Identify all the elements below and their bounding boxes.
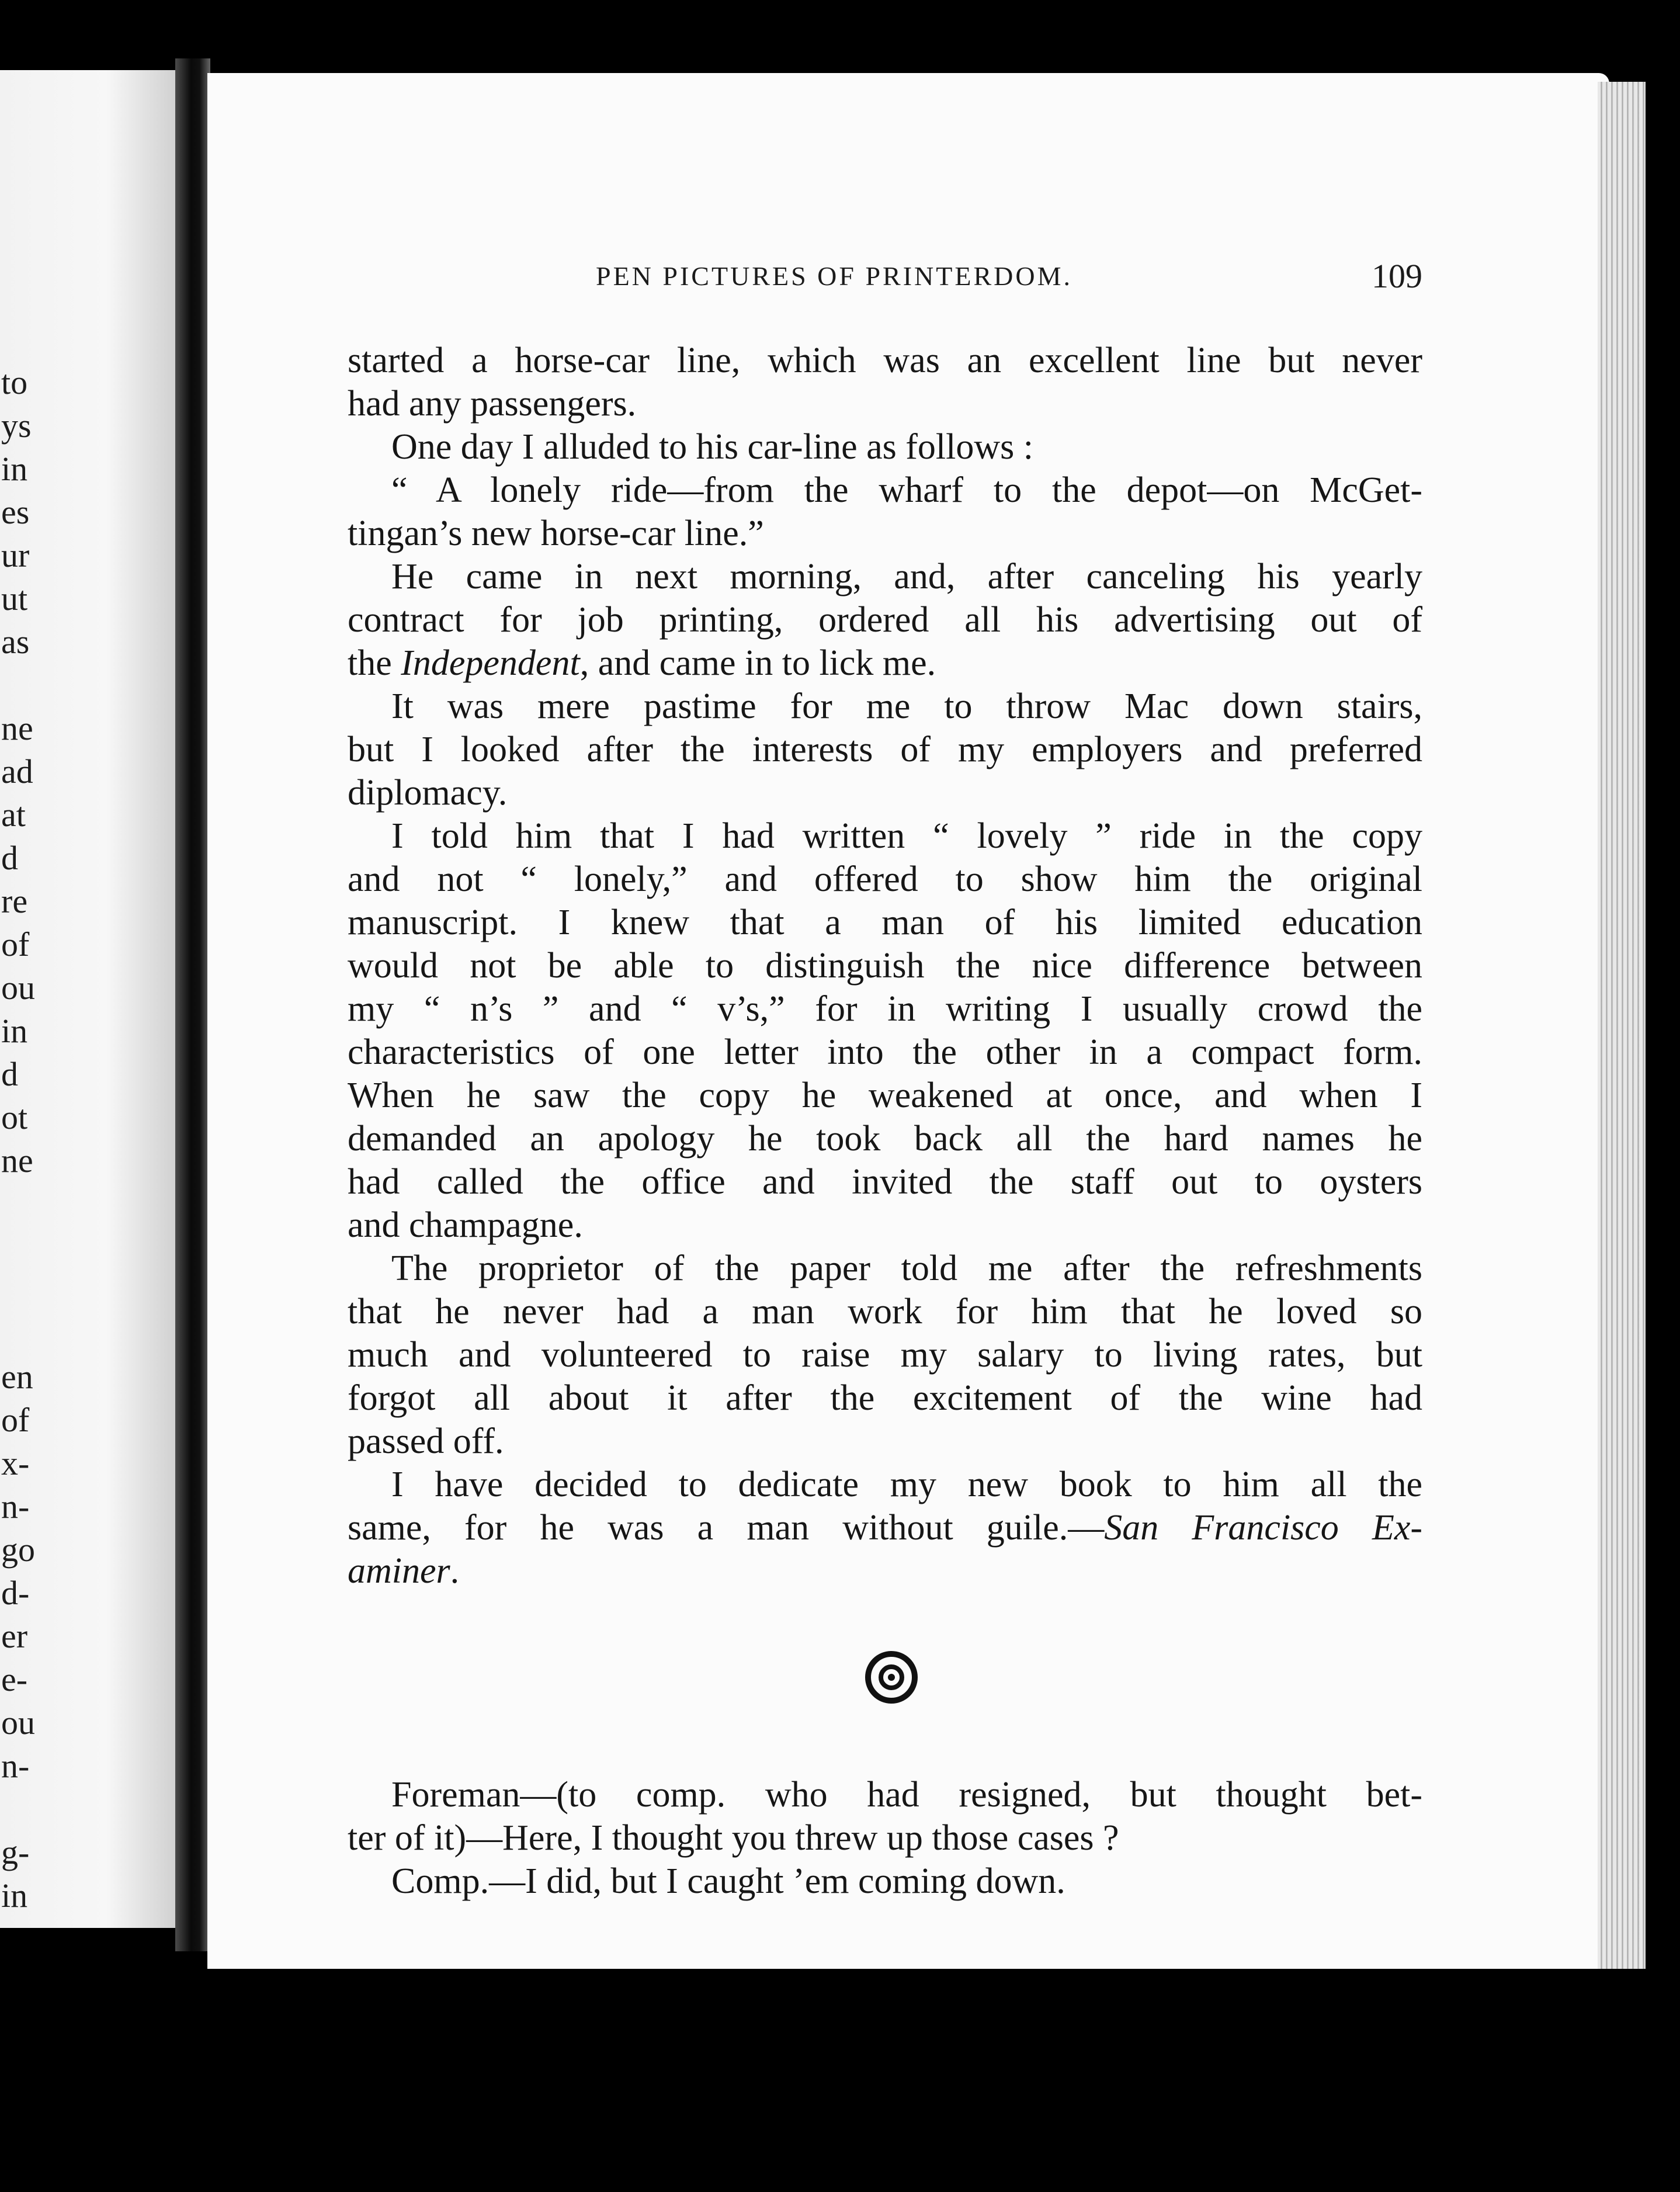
text-run: . <box>450 1551 460 1591</box>
left-page-fragment: at <box>1 796 26 834</box>
text-line: my “ n’s ” and “ v’s,” for in writing I usually crowd the <box>348 989 1422 1029</box>
text-line: manuscript. I knew that a man of his limited education <box>348 903 1422 942</box>
left-page-fragment: go <box>1 1531 35 1569</box>
left-page-fragment: in <box>1 1012 28 1050</box>
left-page-fragment: as <box>1 623 30 661</box>
text-line: When he saw the copy he weakened at once, and when I <box>348 1076 1422 1115</box>
page-number: 109 <box>1372 257 1422 295</box>
text-line: passed off. <box>348 1421 504 1461</box>
text-line: would not be able to distinguish the nice difference between <box>348 946 1422 986</box>
left-page-fragment: e- <box>1 1660 28 1698</box>
text-line: and champagne. <box>348 1205 583 1245</box>
left-page-fragment: en <box>1 1358 33 1396</box>
text-line: much and volunteered to raise my salary to living rates, but <box>348 1335 1422 1375</box>
text-run: the <box>348 643 401 683</box>
left-page-fragment: ne <box>1 1142 33 1180</box>
text-line: but I looked after the interests of my employers and preferred <box>348 730 1422 769</box>
left-page-fragment: d- <box>1 1574 30 1612</box>
left-page-fragment: of <box>1 925 30 963</box>
text-line: One day I alluded to his car-line as follows : <box>391 427 1033 467</box>
text-line: and not “ lonely,” and offered to show him the original <box>348 859 1422 899</box>
left-page-fragment: d <box>1 839 18 877</box>
left-page-fragment: ou <box>1 969 35 1007</box>
text-line: He came in next morning, and, after canceling his yearly <box>391 557 1422 596</box>
text-run: same, for he was a man without guile.— <box>348 1508 1105 1548</box>
bullseye-ornament-icon <box>865 1650 918 1704</box>
left-page-fragment: x- <box>1 1444 30 1482</box>
text-line: I told him that I had written “ lovely ” ride in the copy <box>391 816 1422 856</box>
text-line: tingan’s new horse-car line.” <box>348 514 764 553</box>
text-line: demanded an apology he took back all the hard names he <box>348 1119 1422 1159</box>
text-line: started a horse-car line, which was an excellent line but never <box>348 341 1422 380</box>
left-page-fragment: of <box>1 1401 30 1439</box>
text-line: that he never had a man work for him that he loved so <box>348 1292 1422 1331</box>
text-line: characteristics of one letter into the other in a compact form. <box>348 1032 1422 1072</box>
left-page-fragment: d <box>1 1055 18 1093</box>
text-line: had any passengers. <box>348 384 637 424</box>
left-page-fragment: ys <box>1 407 32 445</box>
text-line: contract for job printing, ordered all his advertising out of <box>348 600 1422 640</box>
left-page-fragment: ur <box>1 536 30 574</box>
text-line <box>348 641 1422 685</box>
left-page-fragment: to <box>1 363 28 401</box>
text-line <box>348 1549 1422 1593</box>
text-line: had called the office and invited the staff out to oysters <box>348 1162 1422 1202</box>
left-page-fragment: ne <box>1 709 33 747</box>
text-line <box>348 1506 1422 1549</box>
text-line: It was mere pastime for me to throw Mac down stairs, <box>391 686 1422 726</box>
text-line: Foreman—(to comp. who had resigned, but thought bet- <box>391 1775 1422 1815</box>
scan-bottom-border <box>207 1969 1680 2192</box>
left-page-fragment: es <box>1 493 30 531</box>
left-page-fragment: g- <box>1 1833 30 1871</box>
running-head: PEN PICTURES OF PRINTERDOM. <box>596 261 1072 291</box>
left-page-fragment: ad <box>1 752 33 790</box>
text-line: The proprietor of the paper told me after the refreshments <box>391 1248 1422 1288</box>
italic-run: aminer <box>348 1551 450 1591</box>
book-gutter <box>175 58 210 1951</box>
left-page-fragment: ou <box>1 1704 35 1742</box>
left-page-fragment: n- <box>1 1747 30 1785</box>
text-line: diplomacy. <box>348 773 508 813</box>
left-page-fragment: n- <box>1 1487 30 1525</box>
left-page-fragment: re <box>1 882 28 920</box>
body-text <box>348 339 1422 1593</box>
page-edges <box>1598 82 1646 1972</box>
text-line: I have decided to dedicate my new book to him all the <box>391 1465 1422 1504</box>
left-facing-page <box>0 70 178 1928</box>
text-run: , and came in to lick me. <box>579 643 936 683</box>
left-page-fragment: in <box>1 450 28 488</box>
text-line: forgot all about it after the excitement of the wine had <box>348 1378 1422 1418</box>
left-page-fragment: in <box>1 1877 28 1914</box>
anecdote-text <box>348 1773 1422 1903</box>
left-page-fragment: ot <box>1 1098 28 1136</box>
left-page-text-fragments <box>0 70 178 1928</box>
text-line: ter of it)—Here, I thought you threw up those cases ? <box>348 1818 1119 1858</box>
text-line: “ A lonely ride—from the wharf to the depot—on McGet- <box>391 470 1422 510</box>
page-header <box>596 256 1422 297</box>
left-page-fragment: er <box>1 1617 28 1655</box>
text-line: Comp.—I did, but I caught ’em coming down. <box>391 1861 1065 1901</box>
left-page-fragment: ut <box>1 580 28 618</box>
italic-run: Independent <box>401 643 580 683</box>
italic-run: San Francisco Ex- <box>1104 1508 1422 1548</box>
